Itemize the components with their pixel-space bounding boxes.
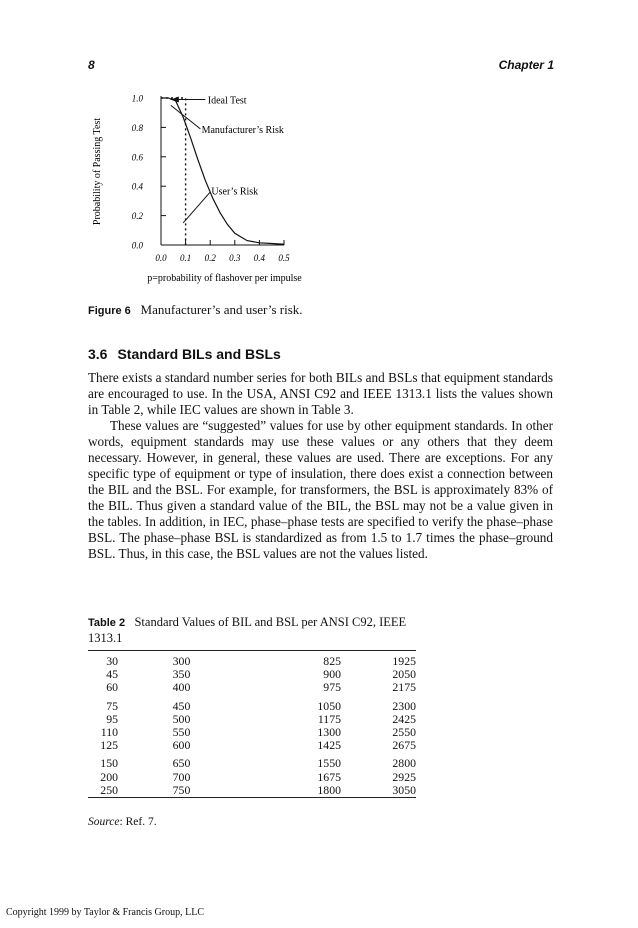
table-cell: 825	[323, 654, 341, 668]
table-rule-cell	[88, 798, 416, 801]
table-row	[88, 784, 416, 798]
y-tick-label: 0.4	[131, 181, 143, 192]
table-cell: 900	[323, 667, 341, 682]
table-cell: 2550	[392, 725, 416, 740]
table-rule	[88, 798, 416, 801]
x-tick-label: 0.0	[155, 253, 167, 263]
table-cell: 550	[172, 725, 191, 740]
table-cell: 30	[106, 654, 118, 668]
table-cell: 500	[172, 711, 191, 726]
x-tick-label: 0.2	[204, 253, 216, 263]
risk-curve	[161, 98, 284, 244]
y-tick-label: 1.0	[131, 93, 143, 104]
x-tick-label: 0.5	[278, 253, 290, 263]
table-cell: 75	[106, 698, 118, 713]
annotation-ideal-test: Ideal Test	[207, 95, 247, 107]
section-body	[88, 370, 553, 562]
table-cell: 150	[100, 756, 118, 771]
x-tick-label: 0.4	[253, 253, 266, 263]
figure-caption	[88, 302, 303, 318]
table-cell: 1675	[317, 769, 341, 784]
table-cell: 45	[106, 667, 118, 682]
table-source	[88, 816, 157, 828]
table-row	[88, 757, 416, 770]
table-cell: 1800	[317, 782, 341, 797]
table-cell: 2800	[392, 756, 416, 771]
table-cell: 1550	[317, 756, 341, 771]
y-tick-label: 0.6	[131, 152, 143, 163]
annotation-manufacturers-risk: Manufacturer’s Risk	[201, 124, 284, 136]
table-cell: 125	[100, 738, 118, 753]
source-label: Source	[88, 816, 120, 828]
copyright-notice: Copyright 1999 by Taylor & Francis Group, LLC	[6, 907, 204, 918]
table-caption-text: Standard Values of BIL and BSL per ANSI C92, IEEE 1313.1	[88, 615, 407, 645]
chapter-title: Chapter 1	[498, 58, 554, 72]
table-cell: 750	[172, 782, 191, 797]
table-cell: 2675	[392, 738, 416, 753]
annotation-users-risk: User’s Risk	[211, 186, 259, 198]
table-cell: 1925	[392, 654, 416, 668]
paragraph: There exists a standard number series for both BILs and BSLs that equipment standards are encouraged to use. In the USA, ANSI C92 and IEEE 1313.1 lists the values shown in Table 2, while IEC values are shown in Table 3.	[88, 370, 553, 417]
y-tick-label: 0.8	[131, 122, 143, 133]
y-tick-label: 0.2	[131, 211, 143, 222]
table-cell: 1425	[317, 738, 341, 753]
table-row	[88, 726, 416, 739]
paragraph: These values are “suggested” values for use by other equipment standards. In other words, equipment standards may use these values or any others that they deem necessary. However, in general, these values are used. There are exceptions. For any specific type of equipment or type of insulation, there does exist a connection between the BIL and the BSL. For example, for transformers, the BSL is approximately 83% of the BIL. Thus given a standard value of the BIL, the BSL may not be a value given in the tables. In addition, in IEC, phase–phase tests are specified to verify the phase–phase BSL. The phase–phase BSL is standardized as from 1.5 to 1.7 times the phase–ground BSL. Thus, in this case, the BSL values are not the values listed.	[88, 418, 553, 561]
table-cell: 2425	[392, 711, 416, 726]
table-cell: 2925	[392, 769, 416, 784]
section-title: Standard BILs and BSLs	[117, 346, 281, 362]
table-cell: 400	[172, 680, 191, 695]
table-row	[88, 700, 416, 713]
table-cell: 2300	[392, 698, 416, 713]
table-cell: 450	[172, 698, 191, 713]
ideal-test-line	[161, 98, 186, 245]
table-cell: 2050	[392, 667, 416, 682]
table-row	[88, 655, 416, 668]
table-cell: 350	[172, 667, 191, 682]
table-row	[88, 771, 416, 784]
bil-bsl-table	[88, 650, 416, 800]
table-cell: 250	[100, 782, 118, 797]
table-cell: 60	[106, 680, 118, 695]
table-cell: 300	[172, 654, 191, 668]
source-text: : Ref. 7.	[119, 816, 157, 828]
figure-label: Figure 6	[88, 305, 131, 317]
x-tick-label: 0.1	[179, 253, 192, 263]
table-cell: 3050	[392, 782, 416, 797]
x-axis-label: p=probability of flashover per impulse	[147, 273, 302, 284]
table-cell: 95	[106, 711, 118, 726]
section-heading	[88, 346, 281, 362]
table-cell: 1300	[317, 725, 341, 740]
table-cell: 1050	[317, 698, 341, 713]
table-cell: 2175	[392, 680, 416, 695]
table-row	[88, 681, 416, 694]
table-cell: 1175	[317, 711, 341, 726]
risk-chart	[88, 88, 318, 293]
table-label: Table 2	[88, 617, 126, 629]
page-number: 8	[88, 58, 95, 72]
table-cell: 700	[172, 769, 191, 784]
y-tick-label: 0.0	[131, 240, 143, 251]
x-tick-label: 0.3	[229, 253, 241, 263]
table-row	[88, 739, 416, 752]
table-cell: 600	[172, 738, 191, 753]
figure-caption-text: Manufacturer’s and user’s risk.	[140, 302, 303, 317]
table-cell: 200	[100, 769, 118, 784]
table-cell: 975	[323, 680, 341, 695]
table-cell: 110	[100, 725, 118, 740]
table-cell: 650	[172, 756, 191, 771]
users-risk-pointer	[183, 192, 210, 223]
table-row	[88, 668, 416, 681]
y-axis-label: Probability of Passing Test	[92, 117, 103, 226]
table-caption	[88, 615, 418, 646]
table-row	[88, 713, 416, 726]
section-number: 3.6	[88, 346, 108, 362]
